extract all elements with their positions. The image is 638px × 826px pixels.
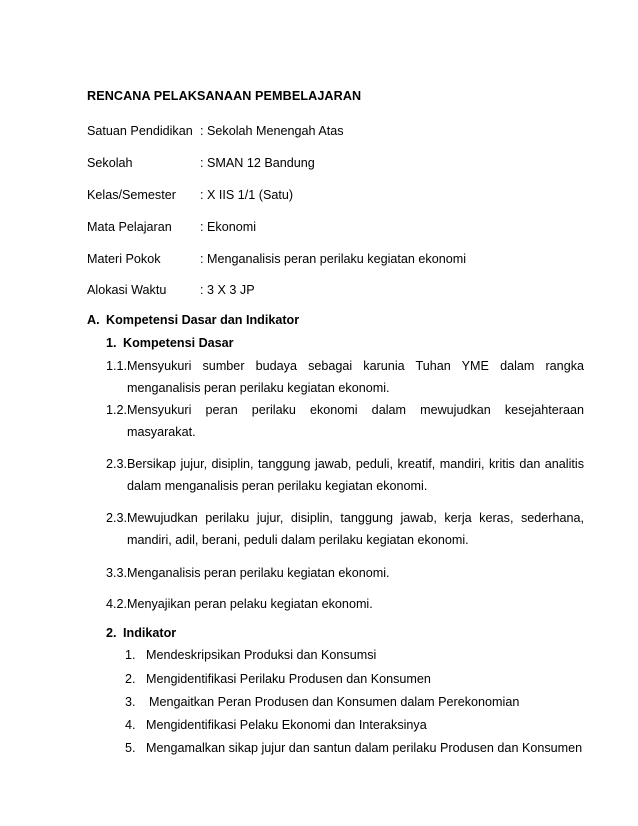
kd-item-num: 1.1.: [106, 359, 128, 373]
indicator-num: 1.: [125, 648, 136, 662]
indicator-num: 4.: [125, 718, 136, 732]
indicator-text: Mengaitkan Peran Produsen dan Konsumen dalam Perekonomian: [149, 695, 520, 709]
kd-item-line2: menganalisis peran perilaku kegiatan ekonomi.: [127, 381, 390, 395]
kd-item-line2: masyarakat.: [127, 425, 196, 439]
section-letter: A.: [87, 313, 100, 327]
indicator-text: Mengidentifikasi Pelaku Ekonomi dan Interaksinya: [146, 718, 427, 732]
indicator-num: 2.: [125, 672, 136, 686]
kd-heading-title: Kompetensi Dasar: [123, 336, 234, 350]
info-label: Kelas/Semester: [87, 188, 176, 202]
info-label: Satuan Pendidikan: [87, 124, 193, 138]
info-label: Materi Pokok: [87, 252, 161, 266]
ind-heading-num: 2.: [106, 626, 117, 640]
indicator-num: 5.: [125, 741, 136, 755]
kd-item-num: 2.3.: [106, 457, 128, 471]
kd-item-line1: Mensyukuri sumber budaya sebagai karunia Tuhan YME dalam rangka: [127, 359, 584, 373]
info-value: : Sekolah Menengah Atas: [200, 124, 344, 138]
info-value: : 3 X 3 JP: [200, 283, 255, 297]
document-title: RENCANA PELAKSANAAN PEMBELAJARAN: [87, 89, 362, 103]
indicator-text: Mengidentifikasi Perilaku Produsen dan Konsumen: [146, 672, 431, 686]
info-label: Alokasi Waktu: [87, 283, 167, 297]
info-value: : Ekonomi: [200, 220, 256, 234]
kd-item-line2: dalam menganalisis peran perilaku kegiatan ekonomi.: [127, 479, 428, 493]
kd-item-line1: Mensyukuri peran perilaku ekonomi dalam mewujudkan kesejahteraan: [127, 403, 584, 417]
kd-item-line1: Menyajikan peran pelaku kegiatan ekonomi.: [127, 597, 373, 611]
kd-heading-num: 1.: [106, 336, 117, 350]
kd-item-num: 3.3.: [106, 566, 128, 580]
info-label: Mata Pelajaran: [87, 220, 172, 234]
kd-item-num: 1.2.: [106, 403, 128, 417]
info-value: : Menganalisis peran perilaku kegiatan ekonomi: [200, 252, 467, 266]
kd-item-line2: mandiri, adil, berani, peduli dalam perilaku kegiatan ekonomi.: [127, 533, 469, 547]
kd-item-num: 2.3.: [106, 511, 128, 525]
kd-item-num: 4.2.: [106, 597, 128, 611]
section-title: Kompetensi Dasar dan Indikator: [106, 313, 300, 327]
ind-heading-title: Indikator: [123, 626, 177, 640]
indicator-text: Mengamalkan sikap jujur dan santun dalam perilaku Produsen dan Konsumen: [146, 741, 583, 755]
kd-item-line1: Mewujudkan perilaku jujur, disiplin, tanggung jawab, kerja keras, sederhana,: [127, 511, 584, 525]
indicator-num: 3.: [125, 695, 136, 709]
info-value: : X IIS 1/1 (Satu): [200, 188, 294, 202]
info-value: : SMAN 12 Bandung: [200, 156, 315, 170]
kd-item-line1: Menganalisis peran perilaku kegiatan ekonomi.: [127, 566, 390, 580]
info-label: Sekolah: [87, 156, 133, 170]
kd-item-line1: Bersikap jujur, disiplin, tanggung jawab, peduli, kreatif, mandiri, kritis dan analitis: [127, 457, 584, 471]
indicator-text: Mendeskripsikan Produksi dan Konsumsi: [146, 648, 377, 662]
